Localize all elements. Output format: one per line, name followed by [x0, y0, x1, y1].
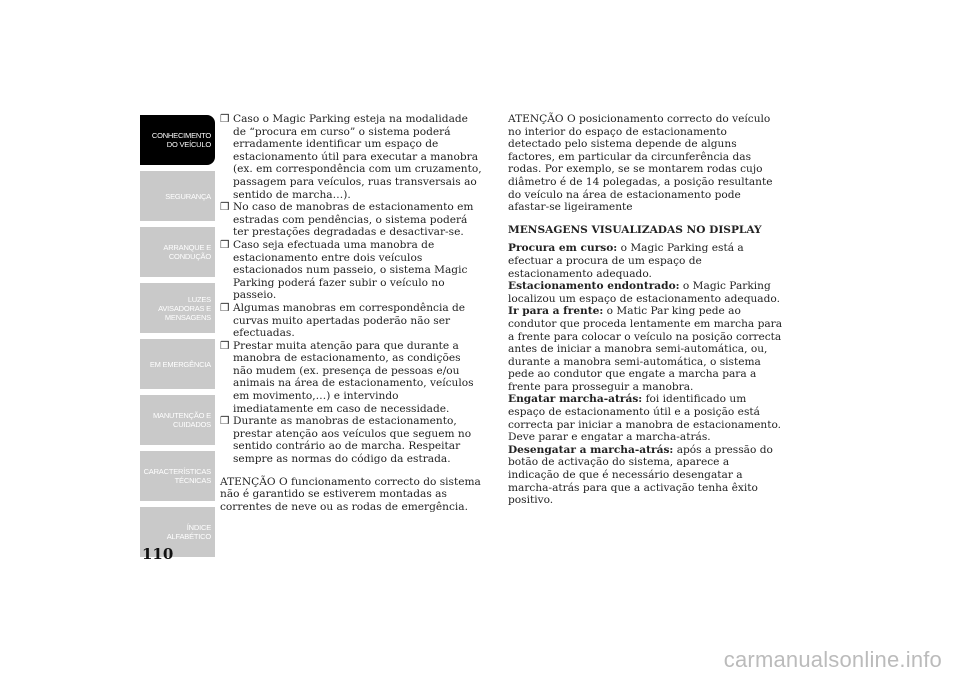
message-item	[508, 242, 783, 280]
left-column	[220, 113, 482, 513]
tab-label: LUZES AVISADORAS E MENSAGENS	[158, 294, 211, 322]
message-text: o Magic Parking localizou um espaço de estacionamento adequado.	[508, 280, 780, 305]
checkbox-bullet-icon: ❒	[220, 113, 230, 125]
tab-label: ARRANQUE E CONDUÇÃO	[163, 243, 211, 261]
tab-conhecimento-do-veiculo[interactable]	[140, 115, 215, 165]
checkbox-bullet-icon: ❒	[220, 238, 230, 251]
message-item	[508, 280, 783, 305]
tab-arranque-e-conducao[interactable]	[140, 227, 215, 277]
list-item: ❒ No caso de manobras de estacionamento em estradas com pendências, o sistema poderá ter prestações degradadas e desactivar-se.	[220, 201, 474, 239]
warning-paragraph: ATENÇÃO O funcionamento correcto do sistema não é garantido se estiverem montadas as correntes de neve ou as rodas de emergência.	[220, 475, 481, 513]
list-item: ❒ Caso seja efectuada uma manobra de estacionamento entre dois veículos estacionados num passeio, o sistema Magic Parking poderá fazer subir o veículo no passeio.	[220, 238, 468, 302]
section-sidebar	[140, 115, 215, 563]
page-number: 110	[142, 545, 174, 563]
tab-label: SEGURANÇA	[165, 191, 211, 201]
message-text: o Magic Parking está a efectuar a procura de um espaço de estacionamento adequado.	[508, 242, 744, 280]
section-heading: MENSAGENS VISUALIZADAS NO DISPLAY	[508, 223, 762, 236]
tab-caracteristicas-tecnicas[interactable]	[140, 451, 215, 501]
checkbox-bullet-icon: ❒	[220, 415, 230, 428]
message-item	[508, 444, 783, 507]
warning-paragraph: ATENÇÃO O posicionamento correcto do veículo no interior do espaço de estacionamento detectado pelo sistema depende de alguns factores, em particular da circunferência das rodas. Por exemplo, se se montarem rodas cujo diâmetro é de 14 polegadas, a posição resultante do veículo na área de estacionamento pode afastar-se ligeiramente	[508, 113, 773, 214]
checkbox-bullet-icon: ❒	[220, 339, 230, 352]
tab-label: CARACTERÍSTICAS TÉCNICAS	[143, 467, 211, 485]
tab-label: MANUTENÇÃO E CUIDADOS	[152, 411, 211, 429]
spacer	[220, 466, 482, 476]
message-item	[508, 393, 783, 443]
message-term: Estacionamento endontrado:	[508, 280, 680, 293]
list-item: ❒ Prestar muita atenção para que durante a manobra de estacionamento, as condições não mudem (ex. presença de pessoas e/ou animais na área de estacionamento, veículos em movimento,…) e intervindo imediatamente em caso de necessidade.	[220, 339, 474, 415]
list-item: ❒ Durante as manobras de estacionamento, prestar atenção aos veículos que seguem no sentido contrário ao de marcha. Respeitar sempre as normas do código da estrada.	[220, 415, 472, 466]
spacer	[508, 214, 783, 224]
watermark: carmanualsonline.info	[723, 647, 942, 672]
checkbox-bullet-icon: ❒	[220, 201, 230, 214]
tab-seguranca[interactable]	[140, 171, 215, 221]
tab-luzes-avisadoras[interactable]	[140, 283, 215, 333]
checkbox-bullet-icon: ❒	[220, 301, 230, 314]
message-term: Desengatar a marcha-atrás:	[508, 443, 674, 456]
message-text: após a pressão do botão de activação do sistema, aparece a indicação de que é necessário desengatar a marcha-atrás para que a activação tenha êxito positivo.	[508, 443, 773, 507]
message-term: Procura em curso:	[508, 242, 618, 255]
message-text: foi identificado um espaço de estacionamento útil e a posição está correcta par iniciar a manobra de estacionamento. Deve parar e engatar a marcha-atrás.	[508, 393, 782, 444]
message-item	[508, 305, 783, 393]
message-term: Ir para a frente:	[508, 305, 604, 318]
message-text: o Matic Par king pede ao condutor que proceda lentamente em marcha para a frente para colocar o veículo na posição correcta antes de iniciar a manobra semi-automática, ou, durante a manobra semi-automática, o sistema pede ao condutor que engate a marcha para a frente para prosseguir a manobra.	[508, 305, 783, 393]
list-item: ❒ Caso o Magic Parking esteja na modalidade de “procura em curso” o sistema poderá erradamente identificar um espaço de estacionamento útil para executar a manobra (ex. em correspondência com um cruzamento, passagem para veículos, ruas transversais ao sentido de marcha…).	[220, 113, 482, 201]
tab-em-emergencia[interactable]	[140, 339, 215, 389]
tab-label: EM EMERGÊNCIA	[149, 359, 211, 369]
message-term: Engatar marcha-atrás:	[508, 393, 643, 406]
list-item: ❒ Algumas manobras em correspondência de curvas muito apertadas poderão não ser efectuadas.	[220, 301, 466, 340]
tab-label: ÍNDICE ALFABÉTICO	[166, 523, 211, 541]
tab-manutencao[interactable]	[140, 395, 215, 445]
tab-label: CONHECIMENTO DO VEÍCULO	[151, 131, 211, 149]
right-column	[508, 113, 783, 507]
